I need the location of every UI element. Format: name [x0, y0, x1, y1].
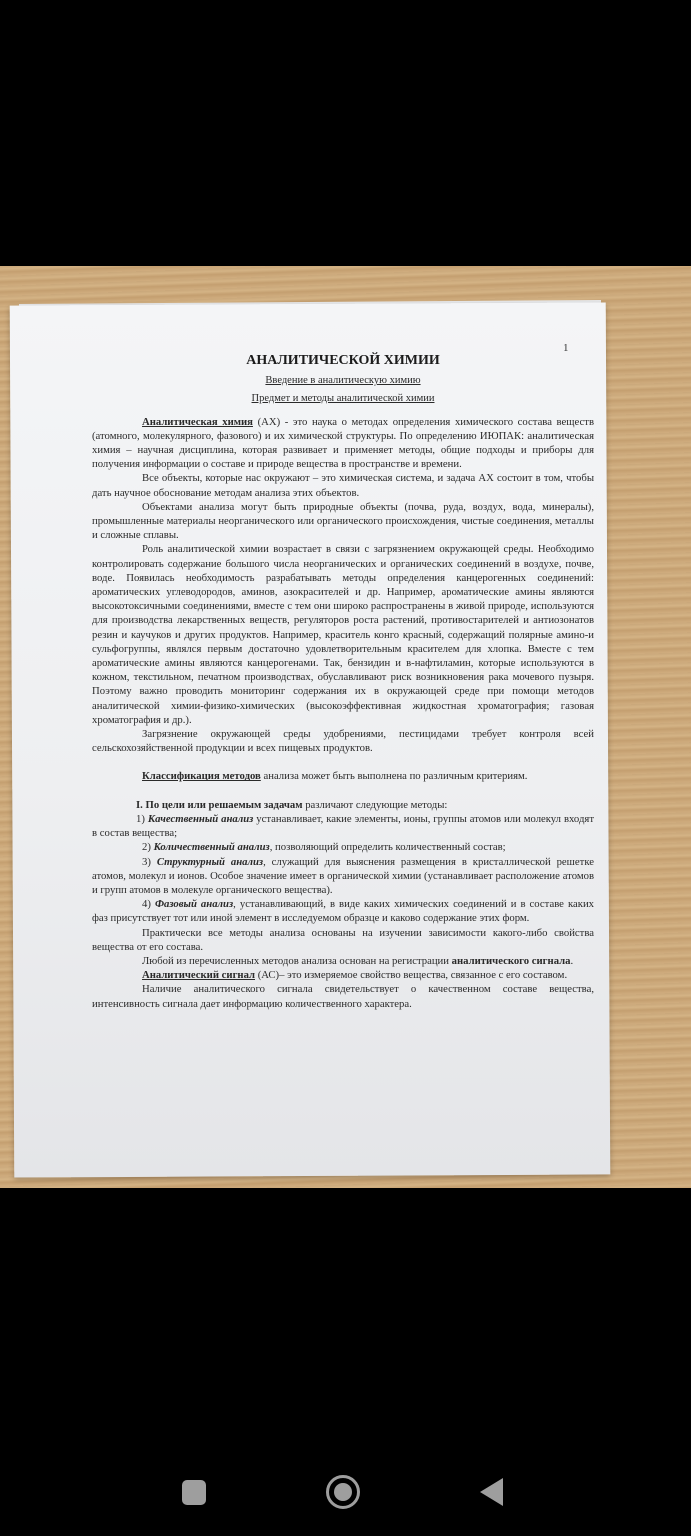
paragraph-definition: Аналитическая химия (АХ) - это наука о методах определения химического состава веществ (атомного, молекулярного, фазового) и их химической структуры. По определению ИЮПАК: аналитическая химия – научная дисциплина, которая развивает и применяет методы, общие подходы и приборы для получения информации о составе и природе вещества в пространстве и времени. [92, 415, 594, 471]
document-content [92, 340, 594, 1011]
list-item-quantitative: 2) Количественный анализ, позволяющий определить количественный состав; [142, 841, 506, 854]
home-icon[interactable] [326, 1475, 360, 1509]
paragraph-methods-basis: Практически все методы анализа основаны на изучении зависимости какого-либо свойства вещества от его состава. [92, 926, 594, 953]
paragraph-analysis-objects: Объектами анализа могут быть природные объекты (почва, руда, воздух, вода, минералы), промышленные материалы неорганического или органического происхождения, чистые соединения, металлы и сложные сплавы. [92, 500, 594, 542]
paragraph-signal-registration: Любой из перечисленных методов анализа основан на регистрации аналитического сигнала. [142, 954, 574, 967]
paragraph-pollution: Загрязнение окружающей среды удобрениями, пестицидами требует контроля всей сельскохозяйственной продукции и всех пищевых продуктов. [92, 728, 594, 755]
list-item-qualitative: 1) Качественный анализ устанавливает, какие элементы, ионы, группы атомов или молекул входят в состав вещества; [92, 812, 594, 840]
document-subtitle-intro: Введение в аналитическую химию [265, 375, 421, 387]
section-heading-goals: I. По цели или решаемым задачам различают следующие методы: [136, 798, 448, 811]
document-title: АНАЛИТИЧЕСКОЙ ХИМИИ [246, 353, 440, 368]
paragraph-role: Роль аналитической химии возрастает в связи с загрязнением окружающей среды. Необходимо контролировать содержание большого числа неорганических и органических соединений в воздухе, почве, воде. Появилась необходимость разрабатывать методы определения канцерогенных соединений: ароматических углеводородов, аминов, азокрасителей и др. Например, ароматические амины являются высокотоксичными соединениями, вместе с тем они широко распространены в живой природе, используются для производства лекарственных веществ, регуляторов роста растений, противостарителей и антиозонатов резин и каучуков и других продуктов. Например, краситель конго красный, содержащий полярные амино-и сульфогруппы, являлся первым достаточно удовлетворительным красителем для хлопка. Вместе с тем ароматические амины являются канцерогенами. Так, бензидин и в-нафтиламин, которые используются в кожном, текстильном, печатном производствах, обуславливают риск возникновения рака мочевого пузыря. Поэтому важно проводить мониторинг содержания их в окружающей среде при помощи методов аналитической химии-физико-химических (высокоэффективная жидкостная хроматография; газовая хроматография и др.). [92, 543, 594, 726]
list-item-structural: 3) Структурный анализ, служащий для выяснения размещения в кристаллической решетке атомов, молекул и ионов. Особое значение имеет в органической химии (устанавливает расположение атомов и групп атомов в молекуле органического вещества). [92, 855, 594, 896]
recent-apps-icon[interactable] [182, 1480, 206, 1505]
paragraph-signal-definition: Аналитический сигнал (АС)– это измеряемое свойство вещества, связанное с его составом. [142, 969, 568, 982]
document-subtitle-subject: Предмет и методы аналитической химии [251, 393, 435, 405]
list-item-phase: 4) Фазовый анализ, устанавливающий, в виде каких химических соединений и в составе каких фаз присутствует тот или иной элемент в исследуемом образце и каково содержание этих форм. [92, 898, 595, 925]
paragraph-objects: Все объекты, которые нас окружают – это химическая система, и задача АХ состоит в том, чтобы дать научное обоснование методам анализа этих объектов. [92, 472, 594, 499]
paragraph-classification: Классификация методов анализа может быть выполнена по различным критериям. [142, 770, 528, 783]
page-number: 1 [563, 342, 569, 354]
back-icon[interactable] [480, 1478, 503, 1506]
paragraph-signal-meaning: Наличие аналитического сигнала свидетельствует о качественном составе вещества, интенсивность сигнала дает информацию количественного характера. [92, 983, 594, 1010]
